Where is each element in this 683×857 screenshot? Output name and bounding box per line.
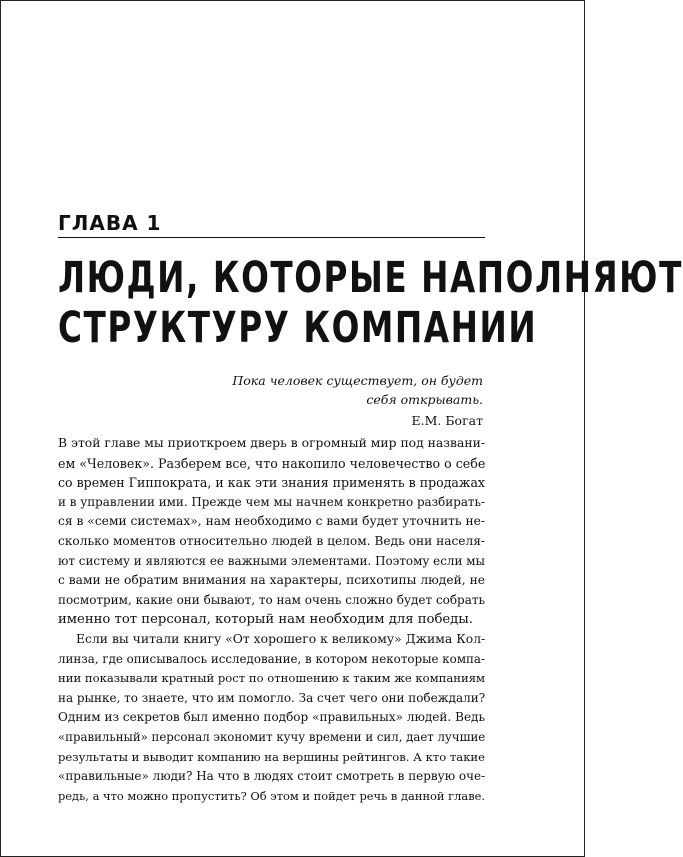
epigraph-quote xyxy=(201,371,485,409)
epigraph-line: Пока человек существует, он будет xyxy=(232,373,483,388)
chapter-label: ГЛАВА 1 xyxy=(58,211,162,235)
body-line: со времен Гиппократа, и как эти знания применять в продажах xyxy=(58,475,485,491)
body-line: результаты и выводит компанию на вершины рейтингов. А кто такие xyxy=(58,749,486,764)
body-line: «правильные» люди? На что в людях стоит смотреть в первую оче- xyxy=(58,769,486,784)
body-line: нии показывали кратный рост по отношению к таким же компаниям xyxy=(58,671,486,686)
epigraph-line: себя открывать. xyxy=(366,392,483,407)
body-line: с вами не обратим внимания на характеры, психотипы людей, не xyxy=(58,573,485,588)
body-line: «правильный» персонал экономит кучу времени и сил, дает лучшие xyxy=(58,729,486,744)
chapter-title xyxy=(58,253,683,353)
body-line: редь, а что можно пропустить? Об этом и пойдет речь в данной главе. xyxy=(58,788,485,803)
body-line: линза, где описывалось исследование, в котором некоторые компа- xyxy=(58,651,485,666)
body-line: Если вы читали книгу «От хорошего к великому» Джима Кол- xyxy=(76,631,486,646)
body-line: на рынке, то знаете, что им помогло. За счет чего они побеждали? xyxy=(58,690,486,705)
chapter-title-line: СТРУКТУРУ КОМПАНИИ xyxy=(58,303,538,353)
body-line: ся в «семи системах», нам необходимо с вами будет уточнить не- xyxy=(58,514,486,529)
body-line: сколько моментов относительно людей в целом. Ведь они населя- xyxy=(58,533,485,548)
body-line: посмотрим, какие они бывают, то нам очень сложно будет собрать xyxy=(58,592,485,607)
chapter-rule xyxy=(58,237,485,238)
body-line: ют систему и являются ее важными элементами. Поэтому если мы xyxy=(58,553,485,568)
chapter-title-line: ЛЮДИ, КОТОРЫЕ НАПОЛНЯЮТ xyxy=(58,253,683,303)
body-line: именно тот персонал, который нам необходим для победы. xyxy=(58,612,473,628)
epigraph-author: Е.М. Богат xyxy=(411,413,483,428)
body-line: Одним из секретов был именно подбор «правильных» людей. Ведь xyxy=(58,710,485,725)
body-line: и в управлении ими. Прежде чем мы начнем конкретно разбирать- xyxy=(58,494,485,509)
body-text xyxy=(58,434,485,806)
body-line: В этой главе мы приоткроем дверь в огромный мир под названи- xyxy=(58,436,485,450)
epigraph xyxy=(201,371,485,430)
body-line: ем «Человек». Разберем все, что накопило человечество о себе xyxy=(58,455,486,471)
